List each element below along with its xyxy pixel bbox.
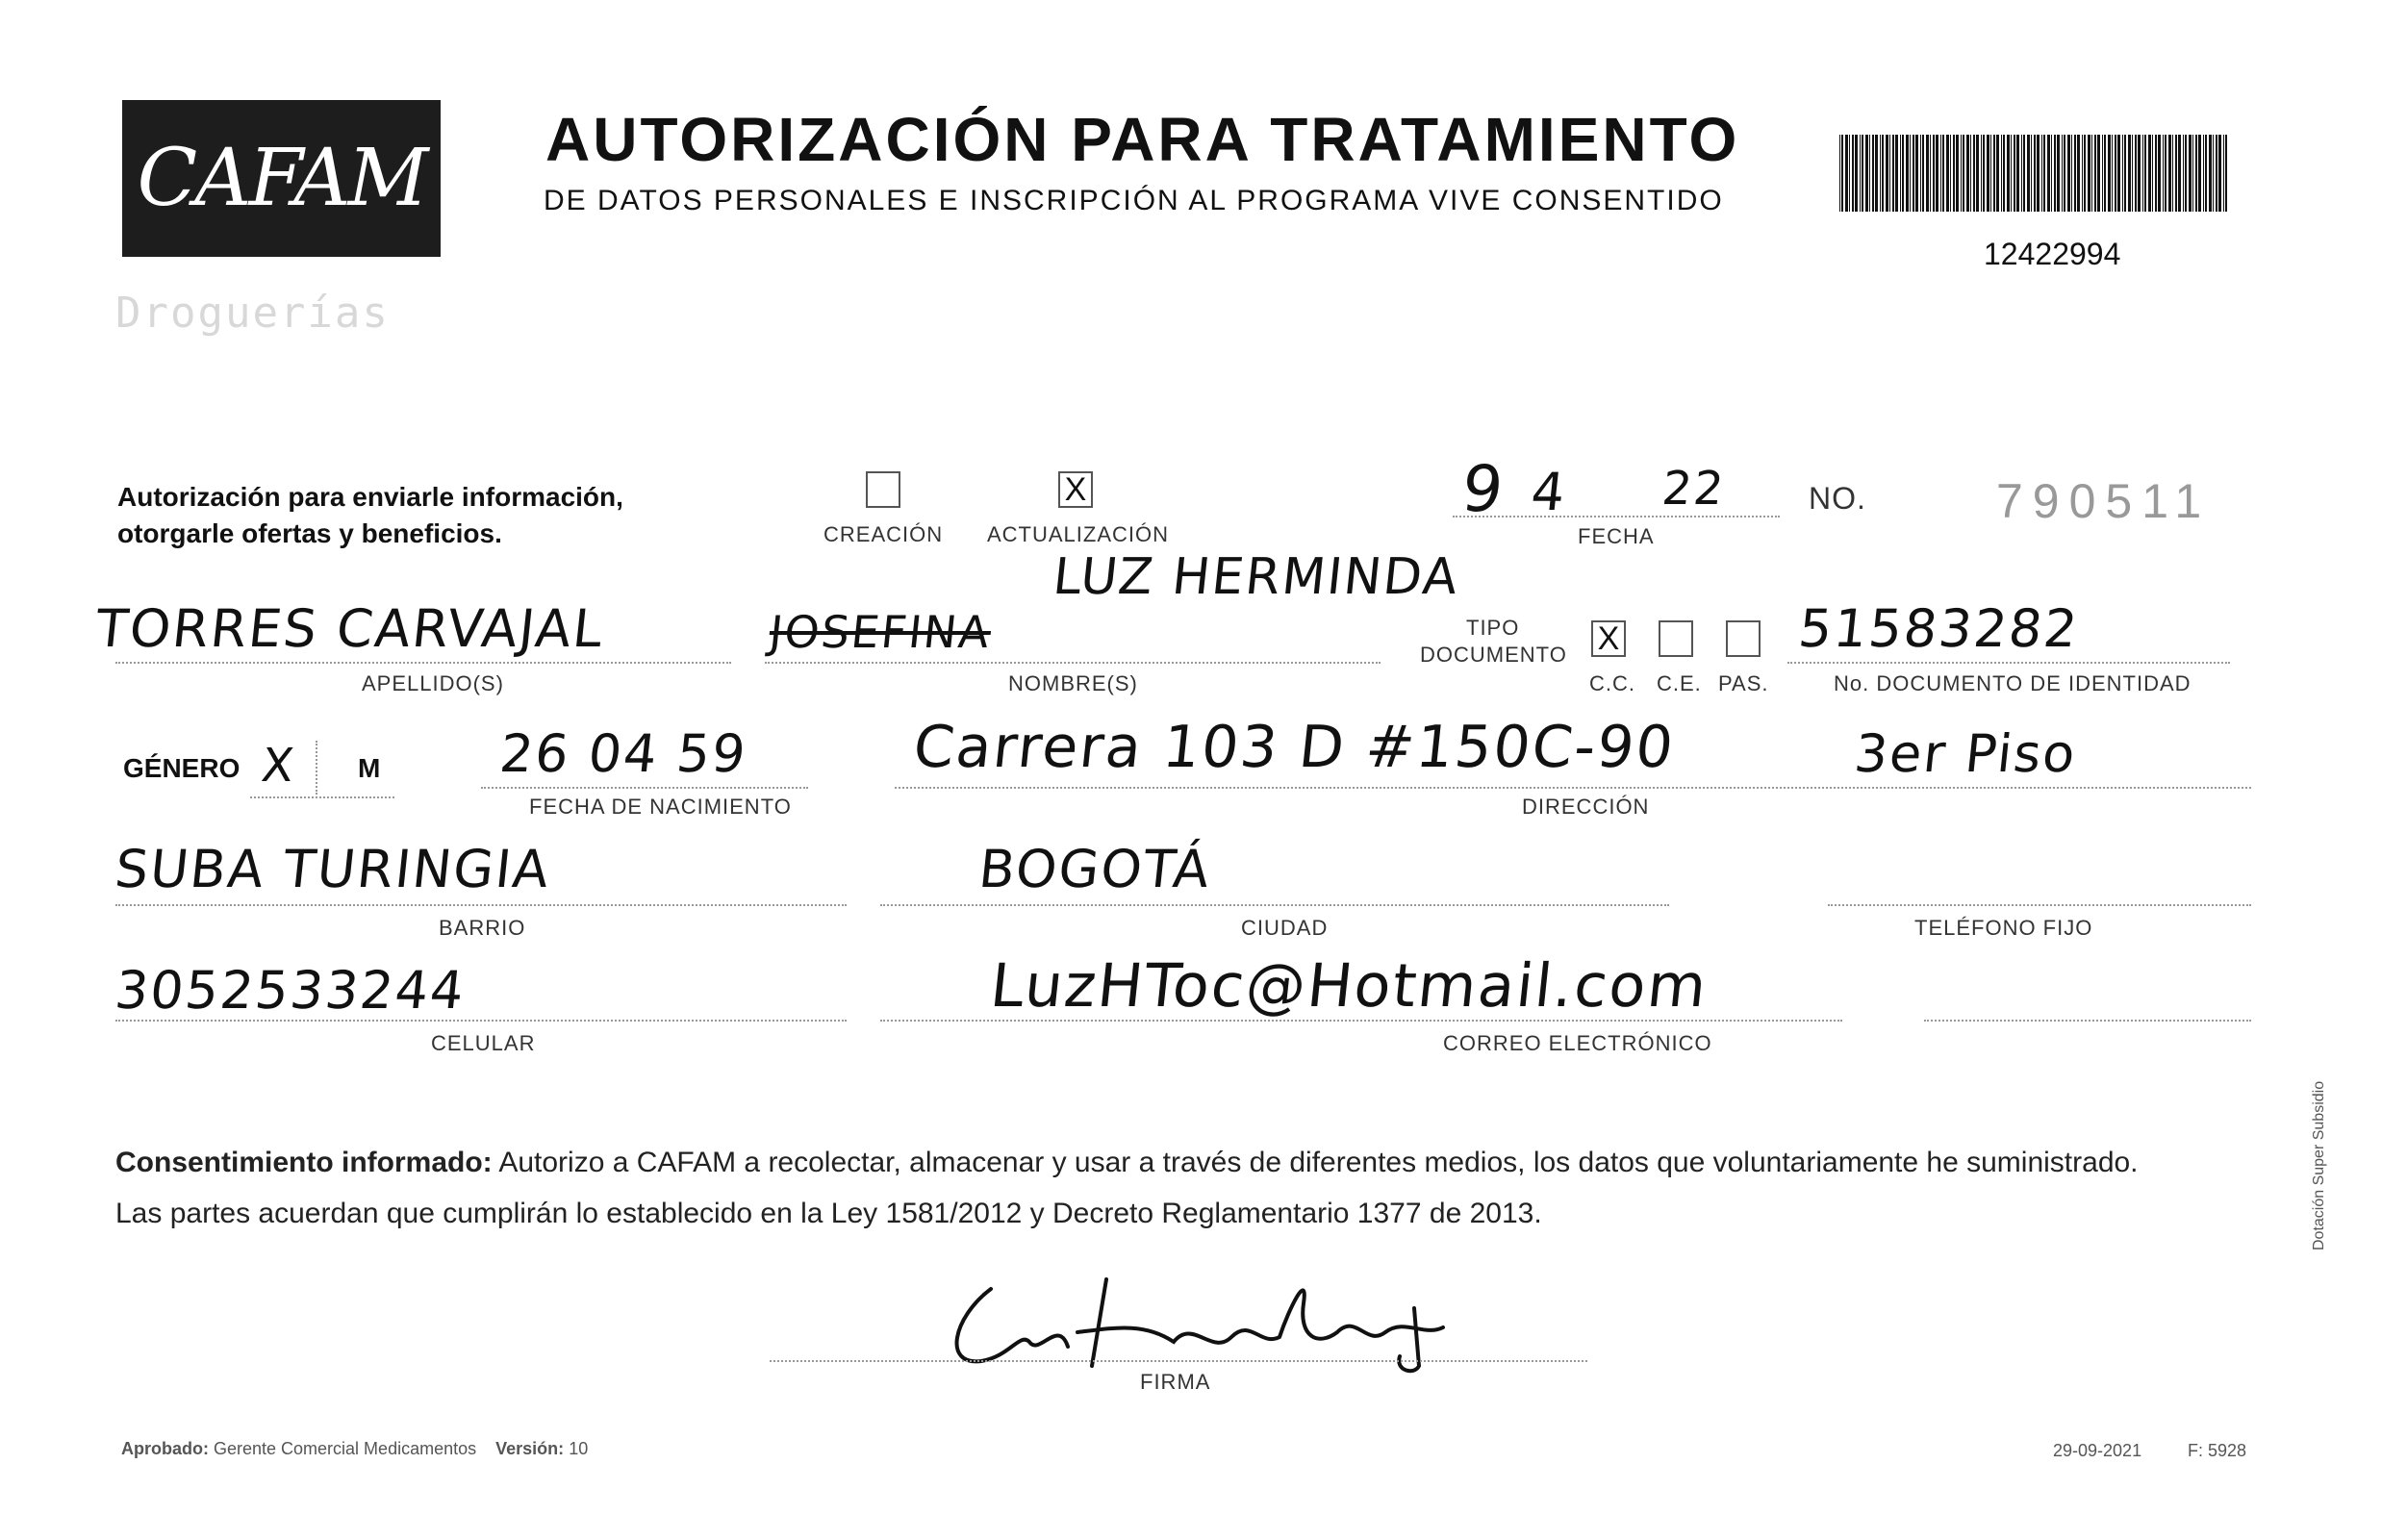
- gender-label: GÉNERO: [123, 753, 241, 783]
- footer-vertical-text: Dotación Super Subsidio: [2311, 1080, 2327, 1250]
- update-label: ACTUALIZACIÓN: [987, 522, 1170, 546]
- birth-date-value: 26 04 59: [496, 723, 750, 784]
- barrio-line: [115, 904, 847, 906]
- barcode-bar: [1906, 135, 1909, 212]
- barcode-bar: [2183, 135, 2184, 212]
- birth-date-label: FECHA DE NACIMIENTO: [529, 795, 792, 819]
- barcode-bar: [1841, 135, 1843, 212]
- ciudad-line: [880, 904, 1669, 906]
- cafam-logo: [122, 100, 441, 257]
- barcode-bar: [1950, 135, 1951, 212]
- doc-type-label-2: DOCUMENTO: [1420, 643, 1567, 667]
- barcode-bar: [2071, 135, 2072, 212]
- consent-line2: Las partes acuerdan que cumplirán lo establecido en la Ley 1581/2012 y Decreto Reglamentario 1377 de 2013.: [115, 1198, 1542, 1229]
- barcode-bar: [1892, 135, 1894, 212]
- barcode-number: 12422994: [1984, 237, 2121, 271]
- barcode-bar: [1845, 135, 1848, 212]
- barcode-bar: [2165, 135, 2166, 212]
- no-label: NO.: [1809, 481, 1866, 516]
- barcode-bar: [1953, 135, 1955, 212]
- birth-date-line: [481, 787, 808, 789]
- address-line: [895, 787, 2251, 789]
- barcode-bar: [2135, 135, 2137, 212]
- barcode-bar: [2132, 135, 2133, 212]
- footer-approved: [121, 1439, 588, 1459]
- barcode-bar: [2034, 135, 2036, 212]
- barcode-bar: [1993, 135, 1995, 212]
- barcode-bar: [1886, 135, 1888, 212]
- barcode-bar: [1930, 135, 1931, 212]
- barcode-bar: [2195, 135, 2197, 212]
- barcode-bar: [2152, 135, 2153, 212]
- barcode-bar: [2172, 135, 2173, 212]
- barcode-bar: [2163, 135, 2164, 212]
- barcode-bar: [1970, 135, 1971, 212]
- barcode-bar: [1946, 135, 1949, 212]
- barcode-bar: [2192, 135, 2193, 212]
- barcode-bar: [2138, 135, 2141, 212]
- doc-cc-checkbox[interactable]: [1591, 620, 1626, 657]
- barcode-bar: [1973, 135, 1975, 212]
- gender-m-label: M: [358, 753, 381, 783]
- surnames-label: APELLIDO(S): [362, 671, 504, 695]
- barcode-bar: [2216, 135, 2217, 212]
- barcode-bar: [2209, 135, 2212, 212]
- barcode-bar: [2142, 135, 2143, 212]
- barrio-label: BARRIO: [439, 916, 526, 940]
- barcode-bar: [1933, 135, 1935, 212]
- barcode-bar: [2014, 135, 2015, 212]
- footer-date: 29-09-2021: [2053, 1441, 2142, 1460]
- celular-line: [115, 1020, 847, 1022]
- barcode-bar: [2112, 135, 2113, 212]
- barcode-bar: [2031, 135, 2032, 212]
- barcode-bar: [2011, 135, 2012, 212]
- surnames-value: TORRES CARVAJAL: [92, 598, 608, 659]
- barcode-bar: [2043, 135, 2045, 212]
- authorization-text-line1: Autorización para enviarle información,: [117, 482, 623, 512]
- barcode-bar: [2218, 135, 2221, 212]
- doc-ce-label: C.E.: [1657, 671, 1702, 695]
- barcode-bar: [2148, 135, 2151, 212]
- barcode-bar: [1983, 135, 1985, 212]
- barcode-bar: [2027, 135, 2030, 212]
- consent-line1: [115, 1137, 2261, 1188]
- names-label: NOMBRE(S): [1008, 671, 1138, 695]
- consent-block: [115, 1137, 2261, 1239]
- barcode-bar: [2054, 135, 2056, 212]
- gender-line: [250, 796, 394, 798]
- date-year: 22: [1660, 462, 1729, 516]
- barcode-bar: [2051, 135, 2052, 212]
- email-label: CORREO ELECTRÓNICO: [1443, 1031, 1712, 1055]
- address-value: Carrera 103 D #150C-90: [910, 714, 1679, 781]
- barcode-bar: [2189, 135, 2192, 212]
- barcode-bar: [2225, 135, 2227, 212]
- barcode-bar: [2091, 135, 2092, 212]
- consent-text1: Autorizo a CAFAM a recolectar, almacenar y usar a través de diferentes medios, los datos que voluntariamente he suministrado.: [492, 1147, 2139, 1178]
- barcode-bar: [2082, 135, 2083, 212]
- barcode-bar: [2115, 135, 2116, 212]
- form-subtitle: DE DATOS PERSONALES E INSCRIPCIÓN AL PROGRAMA VIVE CONSENTIDO: [544, 185, 1724, 216]
- doc-number-line: [1787, 662, 2230, 664]
- date-line: [1453, 516, 1780, 518]
- barcode-bar: [2117, 135, 2120, 212]
- barcode-bar: [2074, 135, 2076, 212]
- authorization-text: [117, 479, 623, 552]
- barcode-bar: [1900, 135, 1901, 212]
- contact-extra-line: [1924, 1020, 2251, 1022]
- barcode-bar: [1936, 135, 1938, 212]
- doc-pas-label: PAS.: [1718, 671, 1769, 695]
- doc-ce-checkbox[interactable]: [1659, 620, 1693, 657]
- barcode-bar: [2097, 135, 2100, 212]
- barcode-bar: [1961, 135, 1962, 212]
- barcode-bar: [2128, 135, 2131, 212]
- doc-cc-check-mark: X: [1597, 619, 1620, 657]
- celular-label: CELULAR: [431, 1031, 536, 1055]
- gender-f-mark: X: [259, 739, 298, 793]
- barcode-bar: [1922, 135, 1924, 212]
- consent-lead: Consentimiento informado:: [115, 1147, 493, 1178]
- barcode-bar: [2041, 135, 2042, 212]
- barcode-bar: [1913, 135, 1914, 212]
- barcode-bar: [2185, 135, 2187, 212]
- barcode-bar: [2067, 135, 2070, 212]
- barcode-bar: [1849, 135, 1850, 212]
- date-month: 4: [1528, 462, 1570, 522]
- names-line: [765, 662, 1381, 664]
- barrio-value: SUBA TURINGIA: [112, 839, 554, 899]
- doc-number-value: 51583282: [1795, 598, 2083, 659]
- date-label: FECHA: [1578, 524, 1655, 548]
- barcode-bar: [2124, 135, 2126, 212]
- surnames-line: [115, 662, 731, 664]
- barcode-bar: [2084, 135, 2086, 212]
- barcode-bar: [1926, 135, 1929, 212]
- barcode-bar: [2178, 135, 2181, 212]
- barcode-bar: [2064, 135, 2065, 212]
- barcode-bar: [2223, 135, 2224, 212]
- barcode-bar: [2021, 135, 2022, 212]
- barcode-bar: [1956, 135, 1959, 212]
- barcode-bar: [1942, 135, 1944, 212]
- form-title: AUTORIZACIÓN PARA TRATAMIENTO: [545, 105, 1740, 174]
- barcode-bar: [2175, 135, 2177, 212]
- signature-label: FIRMA: [1140, 1370, 1211, 1394]
- barcode-bar: [2007, 135, 2010, 212]
- barcode-bar: [2023, 135, 2025, 212]
- barcode-bar: [2003, 135, 2005, 212]
- date-day: 9: [1457, 452, 1509, 526]
- barcode-bar: [2108, 135, 2111, 212]
- barcode-bar: [2213, 135, 2214, 212]
- barcode-bar: [1860, 135, 1861, 212]
- barcode-bar: [2057, 135, 2060, 212]
- logo-text: CAFAM: [137, 133, 426, 224]
- barcode-bar: [2094, 135, 2096, 212]
- barcode-bar: [1987, 135, 1989, 212]
- barcode-bar: [1920, 135, 1921, 212]
- faded-brand-text: Droguerías: [115, 289, 390, 338]
- names-struck-value: JOSEFINA: [767, 606, 994, 658]
- barcode-bar: [2198, 135, 2201, 212]
- celular-value: 3052533244: [112, 960, 469, 1021]
- barcode-bar: [1963, 135, 1964, 212]
- barcode: [1839, 135, 2234, 212]
- email-line: [880, 1020, 1842, 1022]
- version-label: Versión:: [495, 1439, 565, 1458]
- barcode-bar: [2122, 135, 2123, 212]
- barcode-bar: [2016, 135, 2019, 212]
- update-checkbox[interactable]: [1058, 471, 1093, 508]
- barcode-bar: [1976, 135, 1979, 212]
- barcode-bar: [2104, 135, 2106, 212]
- barcode-bar: [1902, 135, 1904, 212]
- barcode-bar: [1839, 135, 1840, 212]
- barcode-bar: [1869, 135, 1870, 212]
- barcode-bar: [1981, 135, 1982, 212]
- barcode-bar: [2144, 135, 2146, 212]
- creation-checkbox[interactable]: [866, 471, 900, 508]
- barcode-bar: [1940, 135, 1941, 212]
- barcode-bar: [2205, 135, 2207, 212]
- approved-label: Aprobado:: [121, 1439, 209, 1458]
- no-value: 790511: [1996, 474, 2212, 528]
- barcode-bar: [2158, 135, 2161, 212]
- doc-pas-checkbox[interactable]: [1726, 620, 1761, 657]
- barcode-bar: [1862, 135, 1863, 212]
- barcode-bar: [2001, 135, 2002, 212]
- barcode-bar: [2088, 135, 2090, 212]
- barcode-bar: [2203, 135, 2204, 212]
- names-value: LUZ HERMINDA: [1050, 548, 1462, 606]
- barcode-bar: [2155, 135, 2157, 212]
- barcode-bar: [1882, 135, 1884, 212]
- barcode-bar: [1875, 135, 1878, 212]
- doc-number-label: No. DOCUMENTO DE IDENTIDAD: [1834, 671, 2192, 695]
- authorization-text-line2: otorgarle ofertas y beneficios.: [117, 518, 502, 548]
- signature-line: [770, 1360, 1587, 1362]
- barcode-bar: [2037, 135, 2040, 212]
- address-floor-value: 3er Piso: [1851, 723, 2080, 784]
- barcode-bar: [1895, 135, 1898, 212]
- telefono-line: [1828, 904, 2251, 906]
- barcode-bar: [1889, 135, 1890, 212]
- barcode-bar: [2077, 135, 2080, 212]
- barcode-bar: [1915, 135, 1918, 212]
- barcode-bar: [1910, 135, 1911, 212]
- footer-code: F: 5928: [2188, 1441, 2247, 1460]
- gender-divider: [316, 741, 317, 795]
- doc-cc-label: C.C.: [1589, 671, 1635, 695]
- barcode-bar: [1880, 135, 1881, 212]
- barcode-bar: [1852, 135, 1854, 212]
- ciudad-value: BOGOTÁ: [975, 839, 1214, 899]
- version-value: 10: [569, 1439, 589, 1458]
- barcode-bar: [1966, 135, 1969, 212]
- barcode-bar: [2102, 135, 2103, 212]
- barcode-bar: [1990, 135, 1991, 212]
- barcode-bar: [1855, 135, 1858, 212]
- barcode-bar: [2047, 135, 2050, 212]
- telefono-label: TELÉFONO FIJO: [1914, 916, 2093, 940]
- email-value: LuzHToc@Hotmail.com: [987, 950, 1711, 1021]
- barcode-bar: [2062, 135, 2063, 212]
- signature-scribble: [924, 1250, 1501, 1385]
- ciudad-label: CIUDAD: [1241, 916, 1329, 940]
- address-label: DIRECCIÓN: [1522, 795, 1650, 819]
- barcode-bar: [2168, 135, 2171, 212]
- approved-value: Gerente Comercial Medicamentos: [214, 1439, 477, 1458]
- barcode-bar: [1865, 135, 1868, 212]
- creation-label: CREACIÓN: [823, 522, 944, 546]
- barcode-bar: [1996, 135, 1999, 212]
- doc-type-label-1: TIPO: [1466, 616, 1520, 640]
- barcode-bar: [1872, 135, 1874, 212]
- update-check-mark: X: [1064, 470, 1087, 508]
